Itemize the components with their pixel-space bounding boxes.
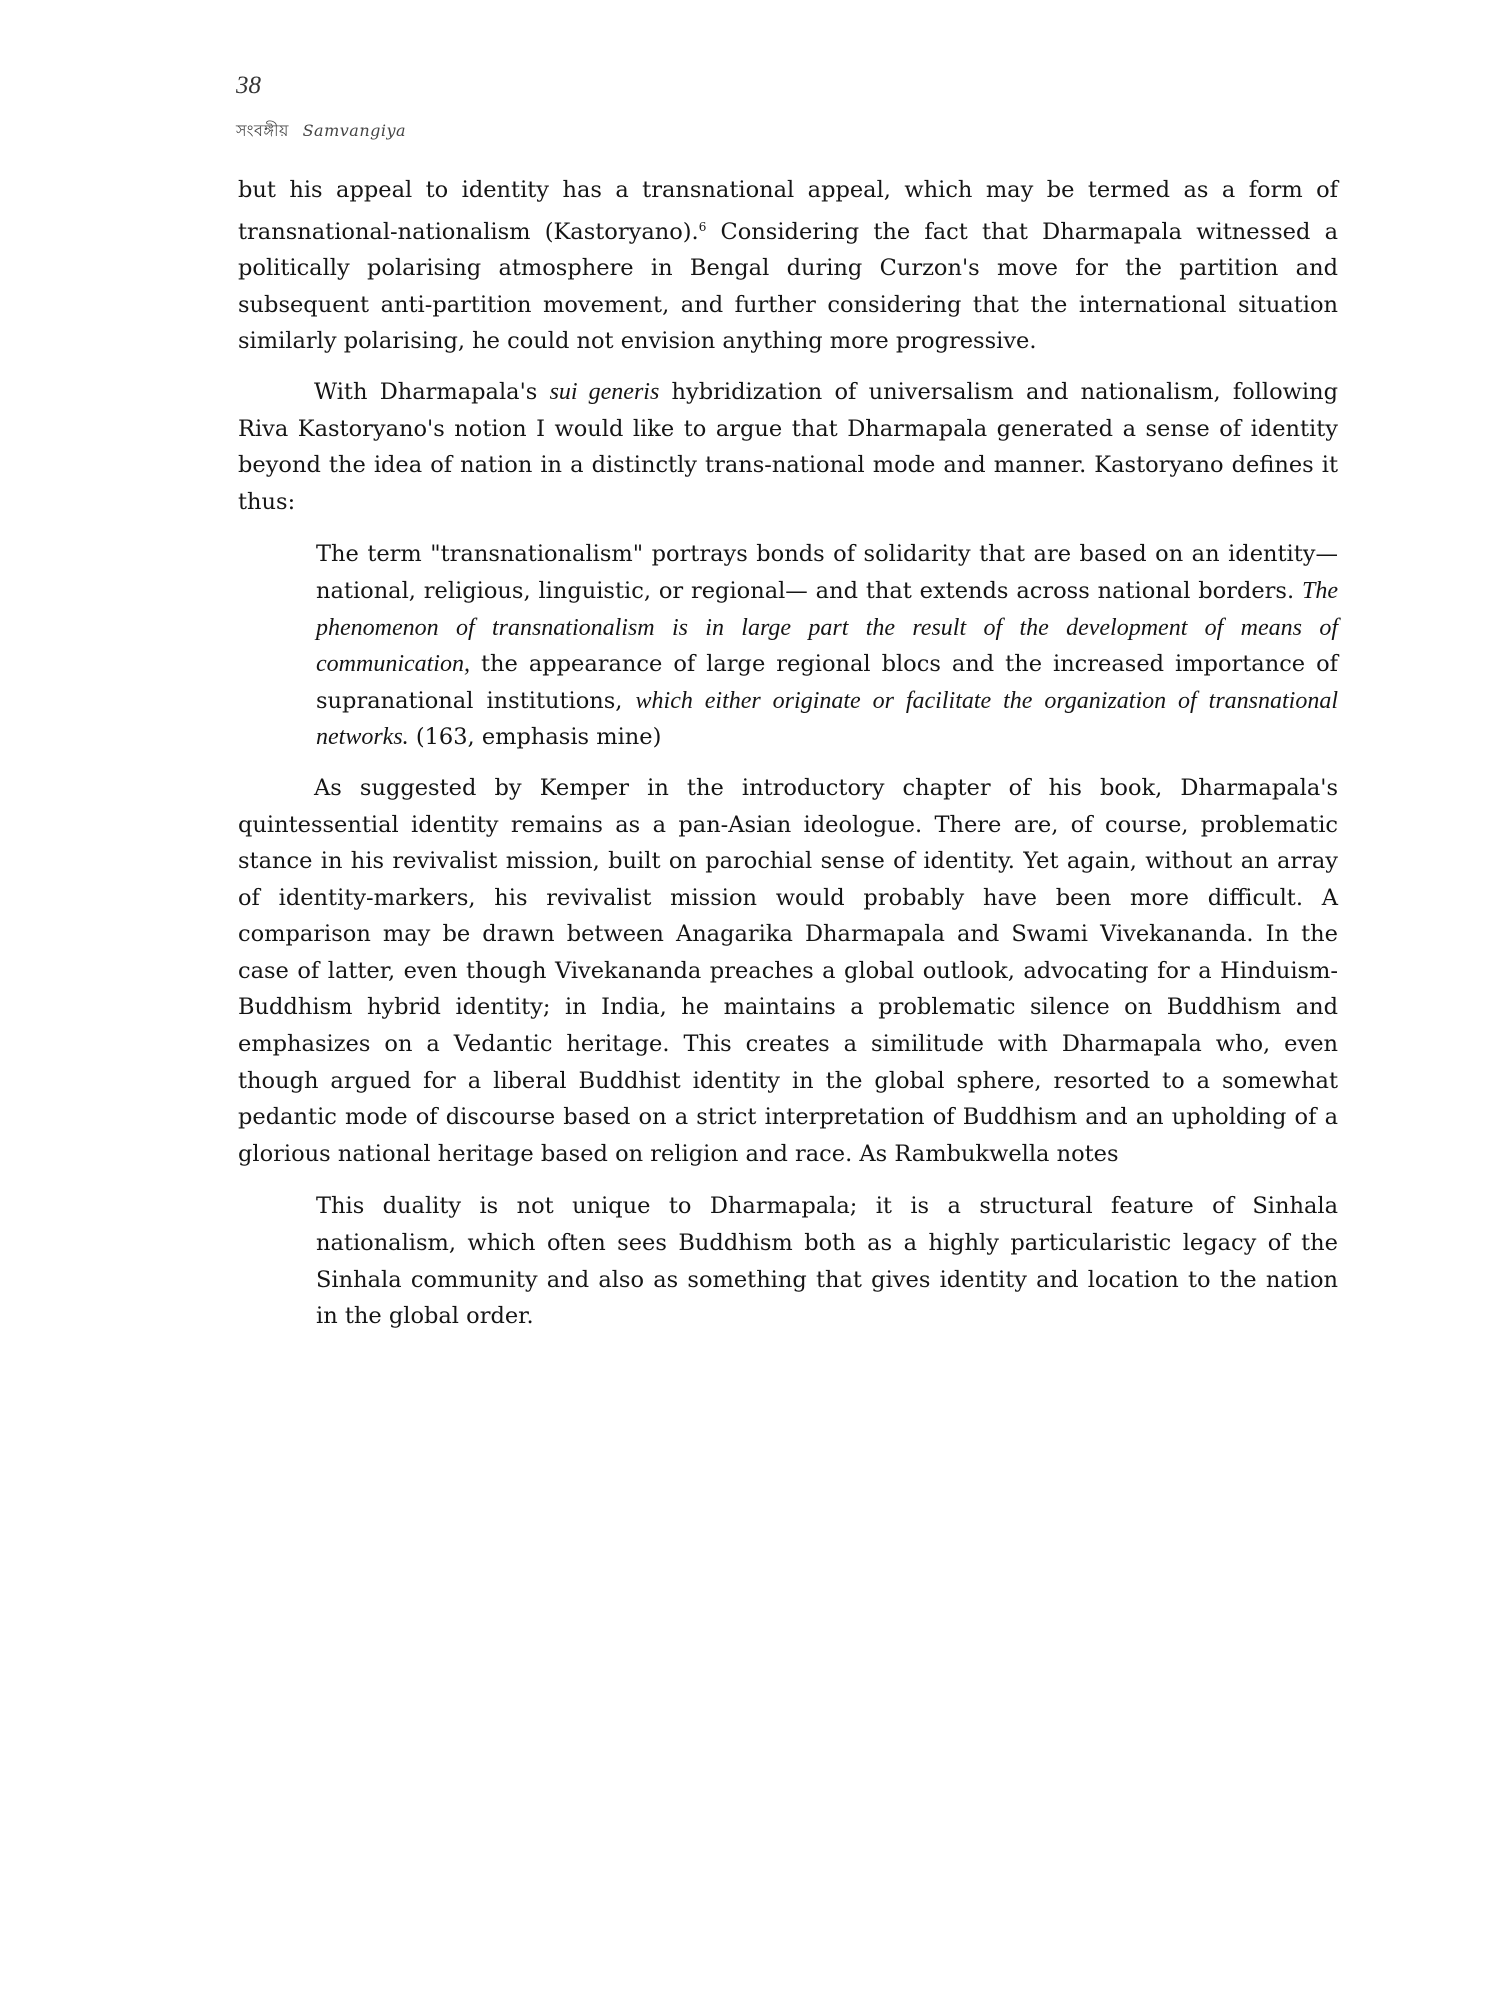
paragraph-1 xyxy=(238,172,1338,360)
paragraph-2 xyxy=(238,374,1338,520)
block-quote-rambukwella xyxy=(316,1188,1338,1334)
quote-2-text: This duality is not unique to Dharmapala; it is a structural feature of Sinhala nationalism, which often sees Buddhism both as a highly particularistic legacy of the Sinhala community and also as something that gives identity and location to the nation in the global order. xyxy=(316,1193,1338,1330)
quote-1-italic-a: The phenomenon of transnationalism is in large part the result of the development of means of communication, xyxy=(316,577,1338,678)
journal-title-bengali: সংবঙ্গীয় xyxy=(236,121,289,140)
paragraph-3-text: As suggested by Kemper in the introductory chapter of his book, Dharmapala's quintessential identity remains as a pan-Asian ideologue. There are, of course, problematic stance in his revivalist mission, built on parochial sense of identity. Yet again, without an array of identity-markers, his revivalist mission would probably have been more difficult. A comparison may be drawn between Anagarika Dharmapala and Swami Vivekananda. In the case of latter, even though Vivekananda preaches a global outlook, advocating for a Hinduism-Buddhism hybrid identity; in India, he maintains a problematic silence on Buddhism and emphasizes on a Vedantic heritage. This creates a similitude with Dharmapala who, even though argued for a liberal Buddhist identity in the global sphere, resorted to a somewhat pedantic mode of discourse based on a strict interpretation of Buddhism and an upholding of a glorious national heritage based on religion and race. As Rambukwella notes xyxy=(238,774,1338,1167)
running-head xyxy=(236,118,406,145)
paragraph-2-italic: sui generis xyxy=(549,378,660,405)
page-number: 38 xyxy=(236,72,261,99)
paragraph-1-text-a: but his appeal to identity has a transnational appeal, which may be termed as a form of transnational-nationalism (Kastoryano). xyxy=(238,177,1338,245)
body-text xyxy=(238,172,1338,1335)
quote-1-italic-b: which either originate or facilitate the organization of transnational networks. xyxy=(316,687,1338,751)
quote-1-text-b: the appearance of large regional blocs and the increased importance of supranational institutions, xyxy=(316,651,1338,714)
footnote-marker: 6 xyxy=(698,219,707,234)
block-quote-kastoryano xyxy=(316,536,1338,756)
quote-1-citation: (163, emphasis mine) xyxy=(408,724,662,751)
paragraph-2-text-b: hybridization of universalism and nationalism, following Riva Kastoryano's notion I would like to argue that Dharmapala generated a sense of identity beyond the idea of nation in a distinctly trans-national mode and manner. Kastoryano defines it thus: xyxy=(238,378,1339,515)
paragraph-3 xyxy=(238,770,1338,1173)
paragraph-1-text-b: Considering the fact that Dharmapala witnessed a politically polarising atmosphere in Bengal during Curzon's move for the partition and subsequent anti-partition movement, and further considering that the international situation similarly polarising, he could not envision anything more progressive. xyxy=(238,218,1338,355)
journal-title-latin: Samvangiya xyxy=(302,121,407,140)
paragraph-2-text-a: With Dharmapala's xyxy=(314,378,550,405)
quote-1-text-a: The term "transnationalism" portrays bonds of solidarity that are based on an identity— national, religious, linguistic, or regional— and that extends across national borders. xyxy=(316,541,1338,604)
